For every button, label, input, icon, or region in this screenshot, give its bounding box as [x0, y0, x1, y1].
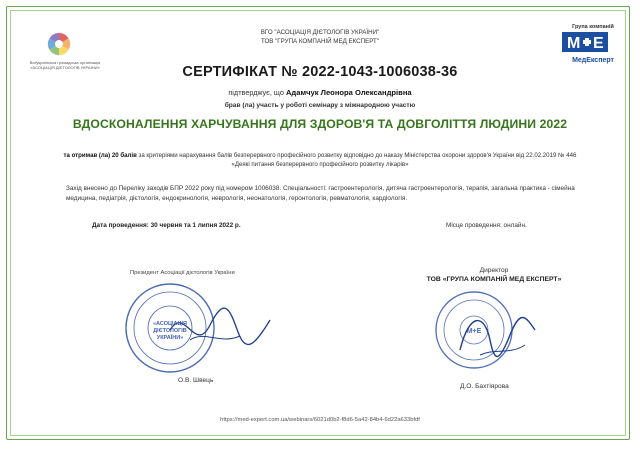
- svg-text:E: E: [593, 35, 604, 52]
- confirms-line: [0, 88, 640, 97]
- director-block: [404, 266, 584, 284]
- svg-text:УКРАЇНИ»: УКРАЇНИ»: [156, 335, 184, 341]
- medexpert-logo-name: МедЕксперт: [572, 57, 614, 64]
- president-signature-icon: [160, 300, 280, 360]
- seminar-title: ВДОСКОНАЛЕННЯ ХАРЧУВАННЯ ДЛЯ ЗДОРОВ'Я ТА ДОВГОЛІТТЯ ЛЮДИНИ 2022: [72, 117, 568, 131]
- event-date: Дата проведення: 30 червня та 1 липня 2022 р.: [92, 222, 241, 229]
- left-logo-caption: Всеукраїнська громадська організація «АСОЦІАЦІЯ ДІЄТОЛОГІВ УКРАЇНИ»: [29, 60, 101, 70]
- verification-url[interactable]: https://med-expert.com.ua/webinars/6021d0b2-f8d6-5a42-84b4-6d22a633bfdf: [220, 417, 420, 423]
- organizers: [200, 28, 440, 46]
- director-signature-icon: [440, 300, 550, 370]
- medexpert-mark-icon: [562, 32, 608, 52]
- confirms-prefix: підтверджує, що: [228, 88, 286, 97]
- person-name: Адамчук Леонора Олександрівна: [285, 88, 412, 97]
- association-logo-icon: [20, 28, 98, 62]
- points-rest: за критеріями нарахування балів безперервного професійного розвитку відповідно до наказу Міністерства охорони здоров'я України від 22.02.2019 № 446 «Деякі питання безперервного професійного розвитку лікарів»: [136, 152, 577, 168]
- svg-text:ДІЄТОЛОГІВ: ДІЄТОЛОГІВ: [153, 328, 187, 334]
- svg-text:M: M: [567, 35, 581, 52]
- svg-text:«АСОЦІАЦІЯ: «АСОЦІАЦІЯ: [152, 321, 188, 327]
- director-title: Директор: [479, 267, 509, 274]
- medexpert-logo-top: Група компаній: [572, 24, 614, 30]
- points-bold: та отримав (ла) 20 балів: [63, 152, 137, 159]
- organizer-line-2: ТОВ "ГРУПА КОМПАНІЙ МЕД ЕКСПЕРТ": [260, 38, 380, 45]
- president-name: О.В. Швець: [178, 377, 214, 384]
- medexpert-logo: [562, 24, 624, 64]
- points-paragraph: [60, 151, 580, 169]
- entered-paragraph: Захід внесено до Переліку заходів БПР 2022 року під номером 1006038. Спеціальності: гастроентерологія, дитяча гастроентерологія, терапія, загальна практика - сімейна медицина, педіатрія, дієтологія, ендокринологія, неврологія, неонатологія, геронтологія, ревматологія, кардіологія.: [66, 185, 575, 202]
- organizer-line-1: ВГО "АСОЦІАЦІЯ ДІЄТОЛОГІВ УКРАЇНИ": [260, 29, 380, 36]
- participated-line: брав (ла) участь у роботі семінару з міжнародною участю: [224, 102, 416, 109]
- president-title: Президент Асоціації дієтологів України: [130, 270, 235, 276]
- svg-text:М+Е: М+Е: [466, 328, 482, 335]
- director-name: Д.О. Бахтіярова: [460, 383, 509, 390]
- event-place: Місце проведення: онлайн.: [446, 222, 527, 229]
- director-org: ТОВ «ГРУПА КОМПАНІЙ МЕД ЕКСПЕРТ»: [426, 276, 562, 283]
- certificate-title: СЕРТИФІКАТ № 2022-1043-1006038-36: [182, 64, 458, 80]
